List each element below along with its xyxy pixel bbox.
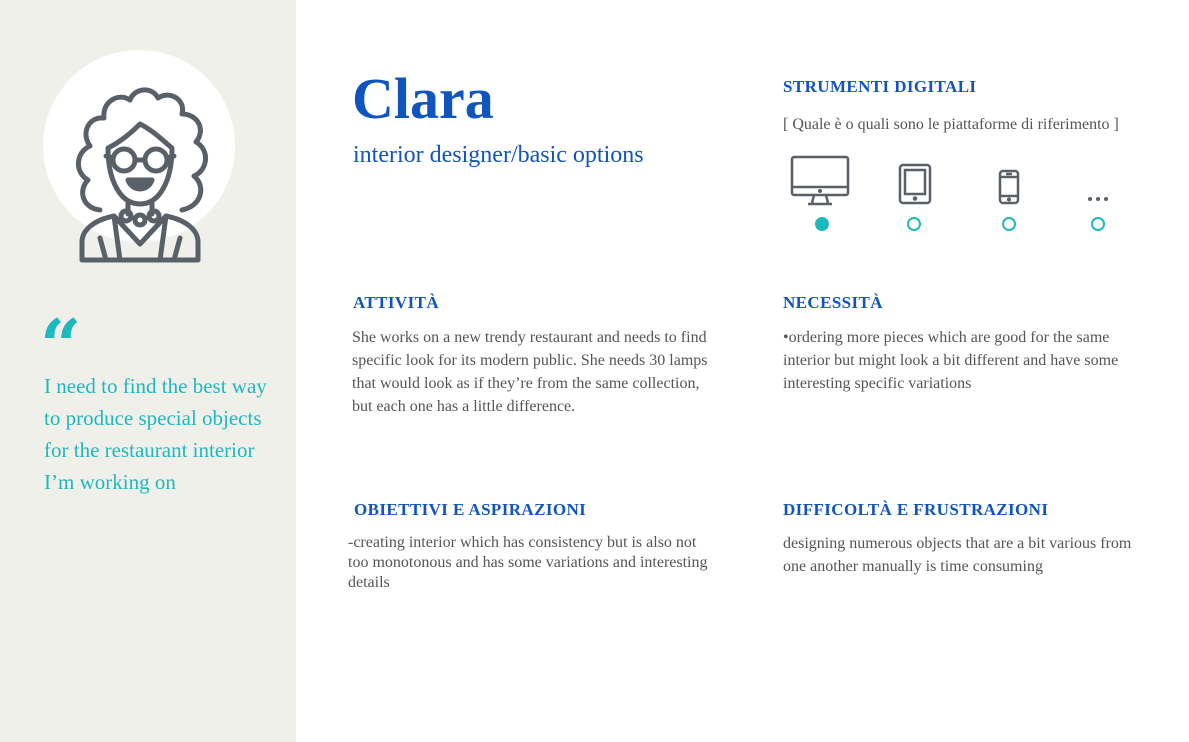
more-icon [1087,195,1109,203]
desktop-icon [790,155,850,207]
goals-text: -creating interior which has consistency but is also not too monotonous and has some variations and interesting details [348,534,708,591]
device-smartphone [998,169,1020,205]
needs-title: NECESSITÀ [783,293,883,312]
activity-text: She works on a new trendy restaurant and needs to find specific look for its modern public. She needs 30 lamps that would look as if they’re from the same collection, but each one has a little difference. [352,329,708,415]
goals-title: OBIETTIVI E ASPIRAZIONI [354,500,587,519]
persona-role: interior designer/basic options [353,142,644,168]
device-more [1087,195,1109,203]
device-desktop [790,155,850,207]
radio-desktop[interactable] [815,217,829,231]
radio-smartphone[interactable] [1002,217,1016,231]
needs-text: •ordering more pieces which are good for the same interior but might look a bit different and have some interesting specific variations [783,329,1119,392]
frustrations-text: designing numerous objects that are a bit various from one another manually is time consuming [783,535,1132,575]
persona-quote: I need to find the best way to produce special objects for the restaurant interior I’m working on [44,374,267,494]
device-tablet [898,163,932,205]
tools-title: STRUMENTI DIGITALI [783,77,977,96]
persona-sidebar [0,0,296,742]
frustrations-title: DIFFICOLTÀ E FRUSTRAZIONI [783,500,1049,519]
tablet-icon [898,163,932,205]
radio-tablet[interactable] [907,217,921,231]
avatar-icon [60,80,220,270]
radio-more[interactable] [1091,217,1105,231]
smartphone-icon [998,169,1020,205]
tools-subtitle: [ Quale è o quali sono le piattaforme di riferimento ] [783,116,1119,133]
quote-mark-icon: “ [40,303,82,388]
persona-name: Clara [352,66,494,131]
activity-title: ATTIVITÀ [353,293,440,312]
